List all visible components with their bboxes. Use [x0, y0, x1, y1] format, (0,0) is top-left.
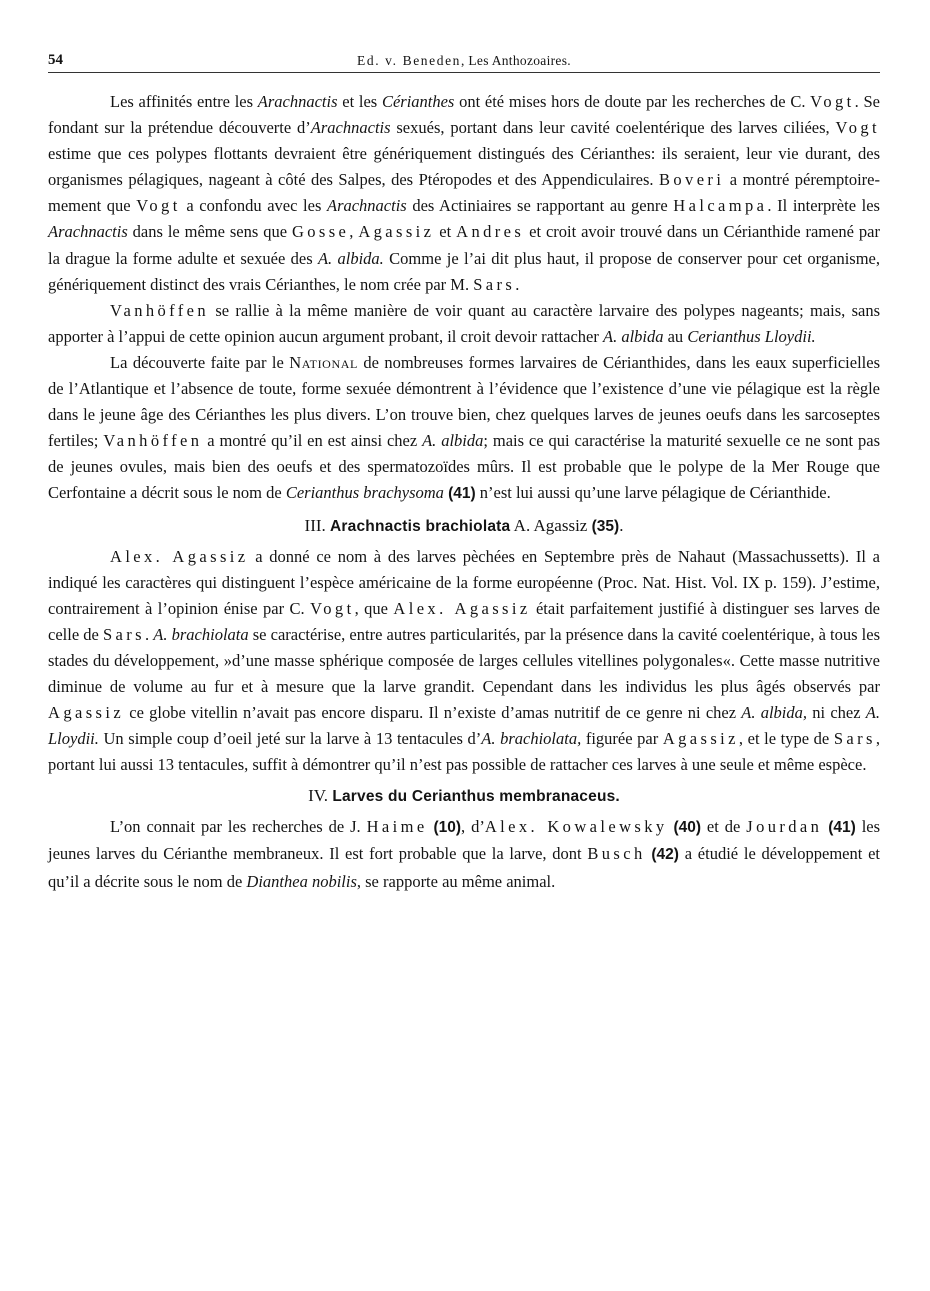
paragraph-affinites — [48, 89, 880, 298]
section-author: A. Agassiz — [510, 515, 592, 535]
italic-taxon: A. brachiolata — [153, 624, 249, 644]
text-run: les jeunes larves du Cérianthe membraneux. Il est fort probable que la larve, dont — [48, 817, 881, 864]
text-run: , d’ — [461, 817, 485, 837]
text-run: ce globe vitellin n’avait pas encore disparu. Il n’existe d’amas nutritif de ce genre ni chez — [124, 703, 742, 723]
text-run: Comme je l’ai dit plus haut, il propose de conserver pour cet organisme, génériquement distinct des vrais Cérianthes, le nom crée par M. — [48, 248, 880, 294]
text-run: . — [145, 624, 154, 644]
citation-ref: (41) — [448, 485, 476, 503]
text-run: des Actiniaires se rapportant au genre — [406, 196, 674, 216]
text-run: se rallie à la même manière de voir quant au caractère larvaire des polypes nageants; mais, sans apporter à l’appui de cette opinion aucun argument probant, il croit devoir rattacher — [48, 300, 880, 346]
text-run: . Il interprète les — [767, 196, 880, 216]
text-run: , et le type de — [738, 729, 834, 749]
text-run: de nombreuses formes larvaires de Cérianthides, dans les eaux superficielles de l’Atlantique et l’absence de toute, forme sexuée démontrent à l’évidence que l’existence d’une vie pélagique est la règle dans le jeune âge des Cérianthes les plus divers. L’on trouve bien, chez quelques larves de jeunes oeufs dans les sarcoseptes fertiles; — [48, 352, 880, 451]
citation-ref: (41) — [828, 819, 856, 837]
text-run: . — [619, 515, 624, 535]
running-header — [48, 50, 880, 73]
genus-name: Halcampa — [673, 196, 768, 216]
italic-taxon: Arachnactis — [326, 196, 407, 216]
text-run: ont été mises hors de doute par les recherches de C. — [454, 92, 811, 111]
author-name: Vogt — [835, 118, 880, 138]
section-number: III. — [304, 515, 331, 535]
running-title-author: Ed. v. Beneden — [357, 53, 462, 68]
text-run: estime que ces polypes flottants devraient être génériquement distingués des Cérianthes: ils seraient, leur vie durant, des organismes pélagiques, nageant à côté des Salpes, des Ptéropodes et des Appendiculaires. — [48, 144, 880, 190]
italic-taxon: Dianthea nobilis — [246, 871, 357, 891]
text-run: dans le même sens que — [127, 222, 292, 242]
italic-taxon: Cerianthus brachysoma — [285, 483, 444, 503]
italic-taxon: Cerianthus Lloydii. — [687, 326, 816, 346]
section-number: IV. — [308, 786, 333, 806]
author-name: Alex. Agassiz — [110, 546, 249, 566]
italic-taxon: A. albida, — [741, 703, 808, 723]
text-run: n’est lui aussi qu’une larve pélagique de Cérianthide. — [475, 483, 831, 503]
author-name: Sars — [102, 624, 146, 644]
text-run: a étudié le développement et qu’il a décrite sous le nom de — [48, 844, 880, 891]
text-run: , que — [354, 598, 394, 618]
citation-ref: (10) — [433, 819, 462, 837]
text-run: , portant lui aussi 13 tentacules, suffit à démontrer qu’il n’est pas possible de rattacher ces larves à une seule et même espèce. — [48, 729, 881, 775]
text-run: et croit avoir trouvé dans un Cérianthide ramené par la drague la forme adulte et sexuée des — [48, 222, 880, 268]
author-name: Gosse — [291, 222, 350, 242]
italic-taxon: Cérianthes — [381, 92, 455, 111]
running-title — [48, 53, 880, 69]
author-name: Sars — [833, 729, 876, 749]
section-heading-iv — [48, 783, 880, 810]
running-title-rest: , Les Anthozoaires. — [461, 53, 571, 68]
author-name: Alex. Kowalewsky — [484, 817, 668, 837]
author-name: Jourdan — [746, 817, 823, 837]
author-name: Alex. Agassiz — [393, 598, 531, 618]
author-name: Boveri — [659, 170, 725, 190]
text-run: figurée par — [581, 729, 663, 749]
text-run: ni chez — [807, 703, 866, 723]
italic-taxon: A. Lloydii. — [48, 703, 880, 749]
text-run: . Se fondant sur la prétendue découverte d’ — [48, 92, 881, 138]
section-title: Larves du Cerianthus membranaceus. — [332, 788, 620, 806]
italic-taxon: A. albida — [602, 326, 664, 346]
citation-ref: (42) — [651, 846, 679, 864]
text-run: ; mais ce qui caractérise la maturité sexuelle ce ne sont pas de jeunes ovules, mais bien des oeufs et des spermatozoïdes mûrs. Il est probable que le polype de la Mer Rouge que Cerfontaine a décrit sous le nom de — [48, 431, 880, 503]
author-name: Vanhöffen — [110, 300, 210, 320]
text-run: La découverte faite par le — [110, 352, 290, 372]
section-title: Arachnactis brachiolata — [330, 517, 511, 535]
author-name: Vogt — [310, 598, 355, 618]
author-name: Agassiz — [358, 222, 435, 242]
italic-taxon: A. albida — [422, 431, 484, 451]
document-page — [48, 50, 880, 895]
text-run: sexués, portant dans leur cavité coelentérique des larves ciliées, — [390, 118, 836, 138]
author-name: Agassiz — [662, 729, 739, 749]
text-run: L’on connait par les recherches de J. — [110, 817, 367, 837]
italic-taxon: A. albida. — [317, 248, 384, 268]
text-run: a montré qu’il en est ainsi chez — [202, 431, 423, 451]
citation-ref: (35) — [591, 517, 620, 535]
author-name: Agassiz — [48, 703, 125, 723]
italic-taxon: Arachnactis — [257, 92, 338, 111]
paragraph-vanhoffen — [48, 298, 880, 350]
italic-taxon: A. brachiolata, — [481, 729, 582, 749]
text-run: et de — [701, 817, 747, 837]
italic-taxon: Arachnactis — [48, 222, 128, 242]
author-name: Busch — [587, 844, 646, 864]
author-name: Haime — [366, 817, 428, 837]
author-name: Vogt — [810, 92, 855, 111]
author-name: Andres — [456, 222, 525, 242]
text-run: se caractérise, entre autres particularités, par la présence dans la cavité coelentérique, à tous les stades du développement, »d’une masse sphérique composée de larges cellules vitellines polygonales«. Cette masse nutritive diminue de volume au fur et à mesure que la larve grandit. Cependant dans les individus les plus âgés observés par — [48, 624, 881, 696]
paragraph-membranaceus — [48, 814, 880, 894]
body-text — [48, 89, 880, 895]
text-run: était parfaitement justifié à distinguer ses larves de celle de — [48, 598, 880, 644]
author-name: Sars — [473, 274, 516, 294]
citation-ref: (40) — [673, 819, 702, 837]
ship-name: National — [289, 352, 358, 372]
text-run: au — [663, 326, 688, 346]
paragraph-decouverte — [48, 350, 880, 508]
text-run: a montré péremptoiremement que — [48, 170, 880, 216]
section-heading-iii — [48, 513, 880, 540]
text-run: , se rapporte au même animal. — [356, 871, 556, 891]
text-run: et — [434, 222, 457, 242]
author-name: Vogt — [136, 196, 181, 216]
text-run: a confondu avec les — [180, 196, 327, 216]
italic-taxon: Arachnactis — [310, 118, 391, 138]
page-number: 54 — [48, 52, 63, 68]
text-run: Un simple coup d’oeil jeté sur la larve à 13 tentacules d’ — [98, 729, 482, 749]
text-run: Les affinités entre les — [110, 92, 258, 111]
text-run: a donné ce nom à des larves pèchées en Septembre près de Nahaut (Massachussetts). Il a indiqué les caractères qui distinguent l’espèce américaine de la forme européenne (Proc. Nat. Hist. Vol. IX p. 159). J’estime, contrairement à l’opinion énise par C. — [48, 546, 880, 618]
author-name: Vanhöffen — [103, 431, 203, 451]
paragraph-brachiolata — [48, 544, 880, 779]
text-run: . — [515, 274, 520, 294]
text-run: et les — [337, 92, 382, 111]
text-run: , — [349, 222, 359, 242]
